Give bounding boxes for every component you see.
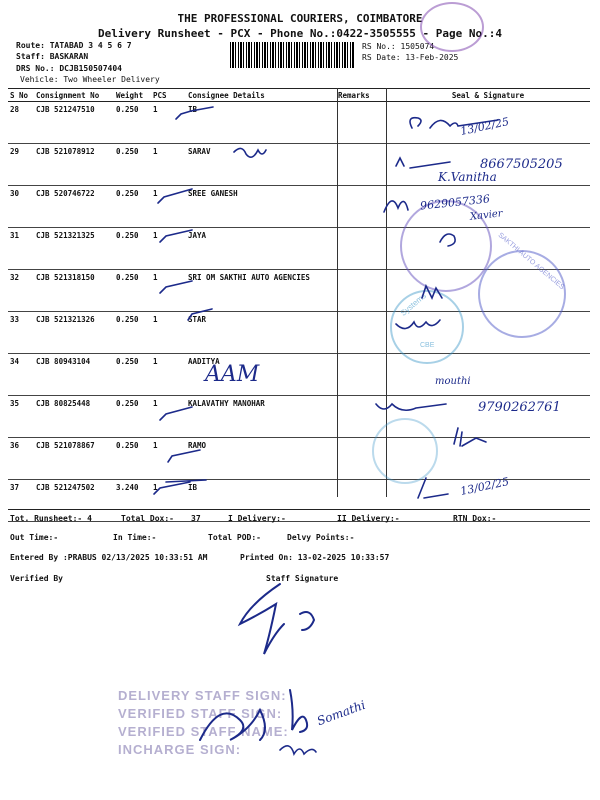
vehicle-label: Vehicle: Two Wheeler Delivery bbox=[20, 75, 160, 84]
verified-by: Verified By bbox=[10, 574, 63, 583]
table-row bbox=[8, 354, 590, 396]
col-sno: S No bbox=[8, 89, 34, 102]
cell-pcs: 1 bbox=[151, 438, 186, 480]
cell-weight: 3.240 bbox=[114, 480, 151, 522]
cell-consignee: RAMO bbox=[186, 438, 336, 480]
company-title: THE PROFESSIONAL COURIERS, COIMBATORE bbox=[177, 12, 423, 25]
cell-consignment: CJB 521078912 bbox=[34, 144, 114, 186]
cell-consignee: SRI OM SAKTHI AUTO AGENCIES bbox=[186, 270, 336, 312]
cell-sno: 37 bbox=[8, 480, 34, 522]
stamp-delivery-staff-sign: DELIVERY STAFF SIGN: bbox=[118, 688, 287, 703]
cell-consignment: CJB 80943104 bbox=[34, 354, 114, 396]
cell-pcs: 1 bbox=[151, 270, 186, 312]
seal-stamp bbox=[478, 250, 566, 338]
handwritten-name: K.Vanitha bbox=[438, 170, 497, 184]
cell-weight: 0.250 bbox=[114, 186, 151, 228]
seal-stamp bbox=[390, 290, 464, 364]
cell-consignee: IB bbox=[186, 102, 336, 144]
cell-consignee: KALAVATHY MANOHAR bbox=[186, 396, 336, 438]
incharge-signature bbox=[280, 746, 316, 754]
cell-consignment: CJB 521247510 bbox=[34, 102, 114, 144]
cell-consignment: CJB 521321325 bbox=[34, 228, 114, 270]
cell-sno: 33 bbox=[8, 312, 34, 354]
col-consignment: Consignment No bbox=[34, 89, 114, 102]
cell-weight: 0.250 bbox=[114, 438, 151, 480]
printed-on: Printed On: 13-02-2025 10:33:57 bbox=[240, 553, 390, 562]
staff-signature-label: Staff Signature bbox=[266, 574, 339, 583]
handwritten-phone: 9629057336 bbox=[419, 192, 491, 213]
cell-pcs: 1 bbox=[151, 186, 186, 228]
cell-sno: 31 bbox=[8, 228, 34, 270]
stamp-text: CBE bbox=[420, 342, 435, 349]
cell-remarks bbox=[336, 144, 386, 186]
cell-sno: 28 bbox=[8, 102, 34, 144]
cell-weight: 0.250 bbox=[114, 144, 151, 186]
cell-remarks bbox=[336, 228, 386, 270]
cell-consignee: JAYA bbox=[186, 228, 336, 270]
table-row bbox=[8, 438, 590, 480]
stamp-text: SAKTHI AUTO AGENCIES bbox=[496, 231, 566, 292]
col-seal: Seal & Signature bbox=[386, 89, 590, 102]
cell-consignment: CJB 521247502 bbox=[34, 480, 114, 522]
cell-consignee: STAR bbox=[186, 312, 336, 354]
handwritten-date: 13/02/25 bbox=[459, 115, 511, 138]
route-label: Route: TATABAD 3 4 5 6 7 bbox=[16, 41, 132, 50]
stamp-incharge-sign: INCHARGE SIGN: bbox=[118, 742, 242, 757]
remarks-divider-left bbox=[337, 88, 338, 497]
in-time: In Time:- bbox=[113, 533, 157, 542]
entered-by: Entered By :PRABUS 02/13/2025 10:33:51 AM bbox=[10, 553, 208, 562]
staff-signature bbox=[240, 584, 314, 654]
total-pod: Total POD:- bbox=[208, 533, 261, 542]
cell-pcs: 1 bbox=[151, 396, 186, 438]
cell-remarks bbox=[336, 102, 386, 144]
cell-pcs: 1 bbox=[151, 228, 186, 270]
col-consignee: Consignee Details bbox=[186, 89, 336, 102]
cell-weight: 0.250 bbox=[114, 270, 151, 312]
tot-runsheet: Tot. Runsheet:- 4 bbox=[10, 514, 92, 523]
drs-number: DRS No.: DCJB150507404 bbox=[16, 64, 122, 73]
delvy-points: Delvy Points:- bbox=[287, 533, 355, 542]
cell-sno: 32 bbox=[8, 270, 34, 312]
cell-sno: 30 bbox=[8, 186, 34, 228]
rs-date: RS Date: 13-Feb-2025 bbox=[362, 53, 459, 62]
cell-weight: 0.250 bbox=[114, 312, 151, 354]
rtn-dox: RTN Dox:- bbox=[453, 514, 497, 523]
stamp-verified-staff-name: VERIFIED STAFF NAME: bbox=[118, 724, 289, 739]
cell-sno: 29 bbox=[8, 144, 34, 186]
handwritten-note: Xavier bbox=[469, 208, 504, 223]
cell-consignee: SARAV bbox=[186, 144, 336, 186]
cell-remarks bbox=[336, 354, 386, 396]
table-header-row bbox=[8, 89, 590, 102]
cell-consignee: SREE GANESH bbox=[186, 186, 336, 228]
col-remarks: Remarks bbox=[336, 89, 386, 102]
i-delivery: I Delivery:- bbox=[228, 514, 286, 523]
cell-pcs: 1 bbox=[151, 144, 186, 186]
cell-weight: 0.250 bbox=[114, 354, 151, 396]
stamp-verified-staff-sign: VERIFIED STAFF SIGN: bbox=[118, 706, 283, 721]
cell-consignment: CJB 80825448 bbox=[34, 396, 114, 438]
runsheet-subtitle: Delivery Runsheet - PCX - Phone No.:0422-3505555 - Page No.:4 bbox=[98, 27, 502, 40]
handwritten-name: Somathi bbox=[315, 697, 368, 729]
cell-sno: 35 bbox=[8, 396, 34, 438]
cell-weight: 0.250 bbox=[114, 102, 151, 144]
cell-weight: 0.250 bbox=[114, 396, 151, 438]
seal-stamp bbox=[420, 2, 484, 52]
cell-consignee: IB bbox=[186, 480, 336, 522]
handwritten-date: 13/02/25 bbox=[459, 475, 511, 498]
cell-consignment: CJB 520746722 bbox=[34, 186, 114, 228]
barcode bbox=[230, 42, 354, 68]
cell-consignee: AADITYA bbox=[186, 354, 336, 396]
cell-consignment: CJB 521078867 bbox=[34, 438, 114, 480]
cell-consignment: CJB 521318150 bbox=[34, 270, 114, 312]
cell-pcs: 1 bbox=[151, 312, 186, 354]
cell-remarks bbox=[336, 186, 386, 228]
col-weight: Weight bbox=[114, 89, 151, 102]
ii-delivery: II Delivery:- bbox=[337, 514, 400, 523]
handwritten-phone: 9790262761 bbox=[478, 400, 561, 415]
cell-sno: 36 bbox=[8, 438, 34, 480]
table-row bbox=[8, 186, 590, 228]
total-dox-label: Total Dox:- bbox=[121, 514, 174, 523]
handwritten-phone: 8667505205 bbox=[480, 157, 563, 172]
cell-remarks bbox=[336, 270, 386, 312]
out-time: Out Time:- bbox=[10, 533, 59, 542]
cell-consignment: CJB 521321326 bbox=[34, 312, 114, 354]
seal-stamp bbox=[372, 418, 438, 484]
col-pcs: PCS bbox=[151, 89, 186, 102]
cell-sno: 34 bbox=[8, 354, 34, 396]
summary-rule bbox=[8, 509, 590, 510]
cell-pcs: 1 bbox=[151, 480, 186, 522]
handwritten-initials: AAM bbox=[205, 362, 260, 387]
staff-label: Staff: BASKARAN bbox=[16, 52, 89, 61]
rs-number: RS No.: 1505074 bbox=[362, 42, 435, 51]
handwritten-note: mouthi bbox=[435, 376, 471, 387]
cell-remarks bbox=[336, 312, 386, 354]
cell-weight: 0.250 bbox=[114, 228, 151, 270]
total-dox-value: 37 bbox=[191, 514, 201, 523]
cell-pcs: 1 bbox=[151, 354, 186, 396]
stamp-text: Systems bbox=[398, 291, 428, 318]
cell-pcs: 1 bbox=[151, 102, 186, 144]
